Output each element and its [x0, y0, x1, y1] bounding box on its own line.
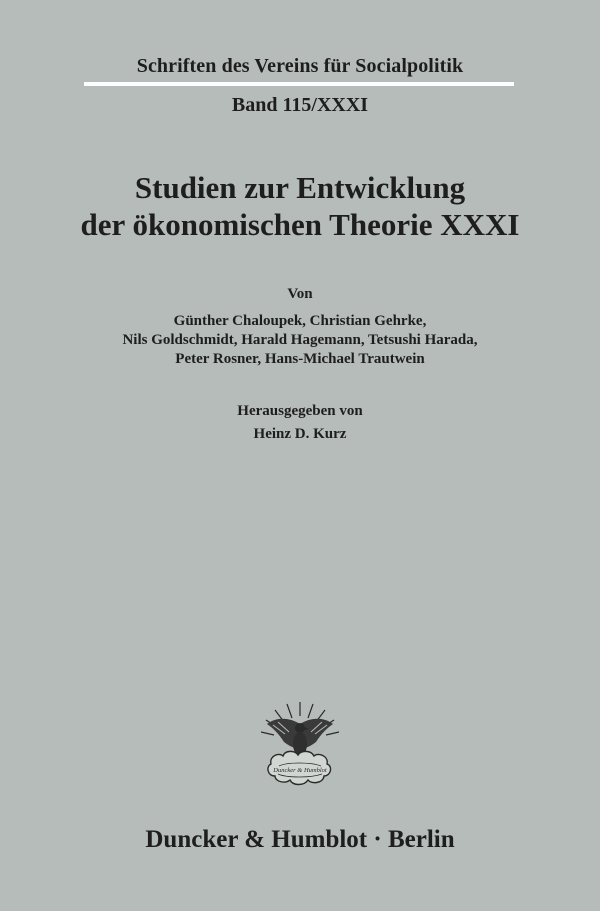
volume-number: Band 115/XXXI: [231, 94, 369, 116]
publisher-name: Duncker & Humblot · Berlin: [145, 826, 455, 853]
edited-by-label: Herausgegeben von: [237, 403, 363, 419]
series-title: Schriften des Vereins für Socialpolitik: [136, 55, 464, 77]
author-line: Günther Chaloupek, Christian Gehrke,: [173, 313, 427, 329]
logo-text: Duncker & Humblot: [273, 767, 327, 774]
by-label: Von: [287, 286, 313, 302]
editor-name: Heinz D. Kurz: [253, 426, 347, 442]
author-line: Nils Goldschmidt, Harald Hagemann, Tetsushi Harada,: [122, 332, 478, 348]
book-title-line: Studien zur Entwicklung: [134, 170, 466, 205]
author-line: Peter Rosner, Hans-Michael Trautwein: [175, 351, 425, 367]
book-title: [0, 169, 600, 243]
book-title-line: der ökonomischen Theorie XXXI: [80, 207, 520, 242]
header-rule: [84, 82, 514, 86]
eagle-crest-icon: [251, 694, 349, 796]
author-list: [0, 312, 600, 369]
